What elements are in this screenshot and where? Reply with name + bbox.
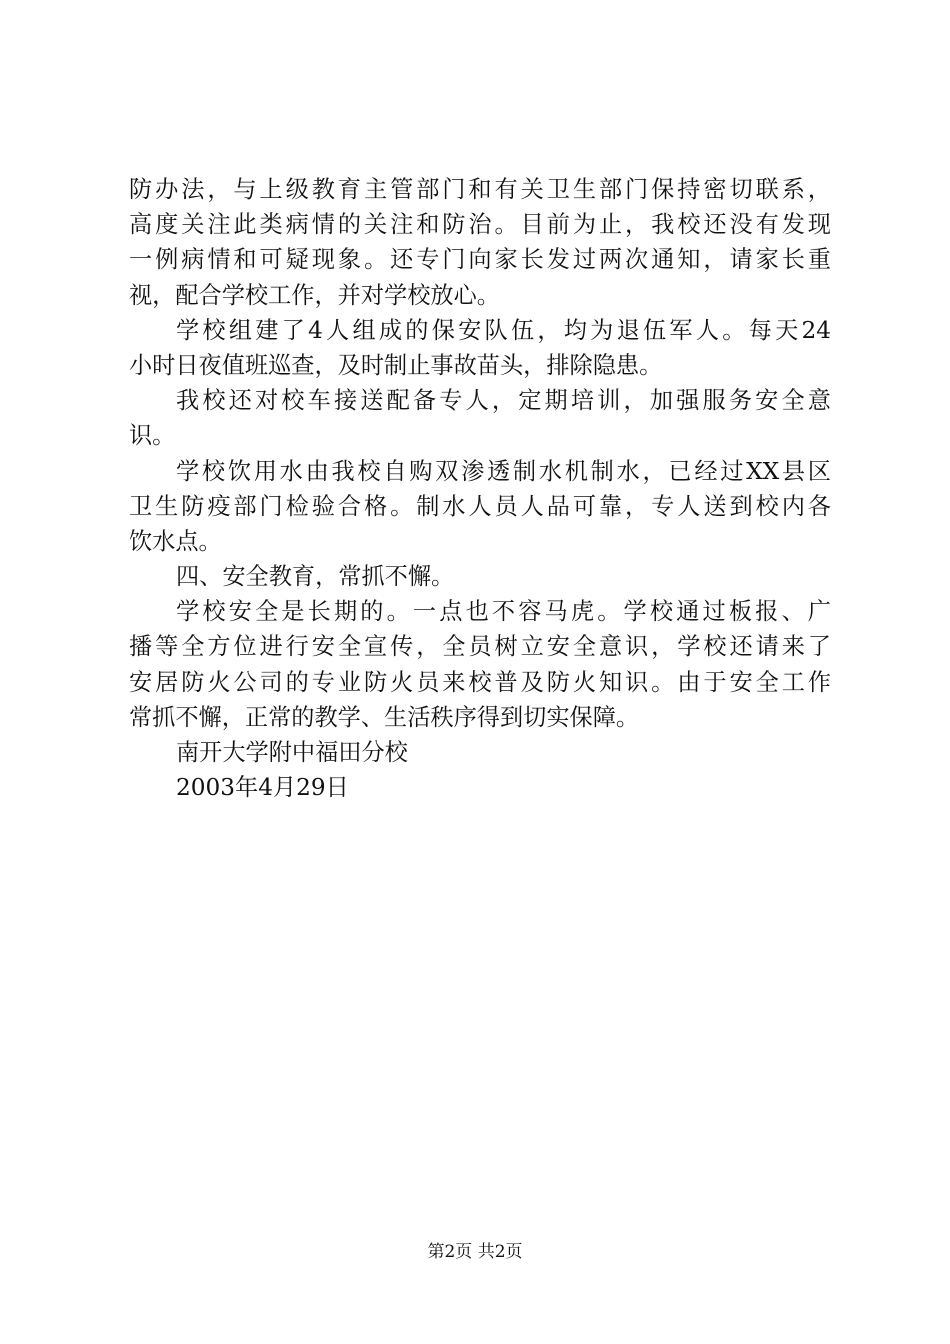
text-line: 一例病情和可疑现象。还专门向家长发过两次通知，请家长重 (129, 246, 831, 274)
text-line: 识。 (129, 422, 176, 450)
page-footer: 第2页 共2页 (427, 1242, 523, 1262)
document-body (129, 172, 831, 805)
text-line: 我校还对校车接送配备专人，定期培训，加强服务安全意 (176, 387, 831, 415)
text-line: 学校饮用水由我校自购双渗透制水机制水，已经过XX县区 (176, 457, 831, 485)
text-line: 安居防火公司的专业防火员来校普及防火知识。由于安全工作 (129, 668, 831, 696)
text-line: 播等全方位进行安全宣传，全员树立安全意识，学校还请来了 (129, 633, 831, 661)
text-line: 四、安全教育，常抓不懈。 (176, 563, 455, 591)
text-line: 南开大学附中福田分校 (176, 739, 408, 766)
text-line: 卫生防疫部门检验合格。制水人员人品可靠，专人送到校内各 (129, 492, 831, 520)
text-line: 2003年4月29日 (176, 774, 349, 802)
text-line: 高度关注此类病情的关注和防治。目前为止，我校还没有发现 (129, 211, 831, 239)
text-line: 防办法，与上级教育主管部门和有关卫生部门保持密切联系， (129, 176, 831, 203)
text-line: 常抓不懈，正常的教学、生活秩序得到切实保障。 (129, 703, 640, 731)
text-line: 学校组建了4人组成的保安队伍，均为退伍军人。每天24 (176, 316, 831, 344)
text-line: 饮水点。 (129, 527, 222, 555)
text-line: 学校安全是长期的。一点也不容马虎。学校通过板报、广 (176, 598, 831, 626)
text-line: 小时日夜值班巡查，及时制止事故苗头，排除隐患。 (129, 351, 663, 379)
text-line: 视，配合学校工作，并对学校放心。 (129, 281, 500, 309)
